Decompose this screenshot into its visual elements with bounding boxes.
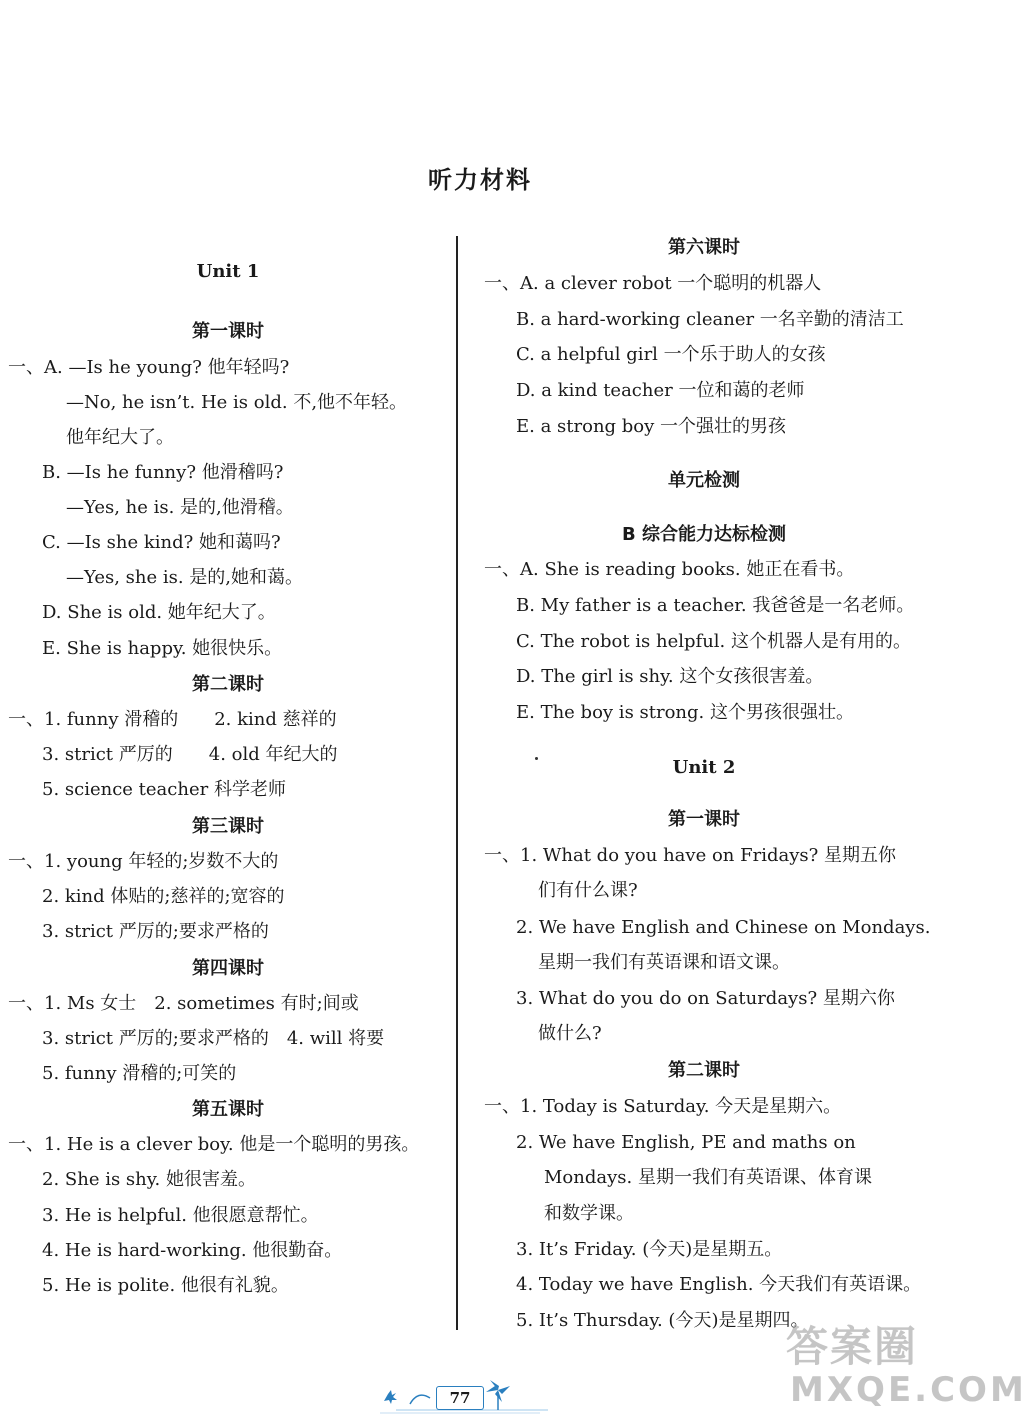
text-line: 4. He is hard-working. 他很勤奋。 [42,1240,343,1261]
text-line: 一、1. Today is Saturday. 今天是星期六。 [484,1096,842,1117]
section-heading: 第二课时 [192,674,264,695]
column-divider [456,236,458,1330]
text-line: 一、1. young 年轻的;岁数不大的 [8,851,279,872]
section-heading: 第四课时 [192,958,264,979]
text-line: 2. We have English, PE and maths on [516,1132,856,1153]
page-footer [370,1380,550,1416]
text-line: 3. strict 严厉的;要求严格的 4. will 将要 [42,1028,385,1049]
star-icon [384,1390,397,1404]
text-line: 5. He is polite. 他很有礼貌。 [42,1275,289,1296]
text-line: B. a hard-working cleaner 一名辛勤的清洁工 [516,309,904,330]
text-line: 3. It’s Friday. (今天)是星期五。 [516,1239,783,1260]
text-line: —Yes, she is. 是的,她和蔼。 [66,567,304,588]
text-line: E. a strong boy 一个强壮的男孩 [516,416,787,437]
text-line: 2. We have English and Chinese on Mondays. [516,917,931,938]
text-line: 4. Today we have English. 今天我们有英语课。 [516,1274,922,1295]
text-line: 3. What do you do on Saturdays? 星期六你 [516,988,895,1009]
stray-dot [535,757,538,760]
text-line: 和数学课。 [544,1203,634,1224]
text-line: E. She is happy. 她很快乐。 [42,638,283,659]
text-line: C. —Is she kind? 她和蔼吗? [42,532,281,553]
watermark-text-cn: 答案圈 [786,1322,919,1371]
text-line: 一、A. a clever robot 一个聪明的机器人 [484,273,822,294]
text-line: 他年纪大了。 [66,427,174,448]
page-title: 听力材料 [428,166,532,194]
section-heading: 第五课时 [192,1099,264,1120]
section-heading: 第二课时 [668,1060,740,1081]
section-heading: 第一课时 [192,321,264,342]
unit-heading: Unit 1 [196,261,260,282]
text-line: C. The robot is helpful. 这个机器人是有用的。 [516,631,911,652]
text-line: 5. It’s Thursday. (今天)是星期四。 [516,1310,809,1331]
text-line: 3. strict 严厉的 4. old 年纪大的 [42,744,338,765]
text-line: —No, he isn’t. He is old. 不,他不年轻。 [66,392,408,413]
text-line: Mondays. 星期一我们有英语课、体育课 [544,1167,872,1188]
text-line: 2. She is shy. 她很害羞。 [42,1169,256,1190]
text-line: 3. He is helpful. 他很愿意帮忙。 [42,1205,319,1226]
text-line: 一、1. Ms 女士 2. sometimes 有时;间或 [8,993,359,1014]
section-heading: B 综合能力达标检测 [622,524,786,545]
page-number: 77 [436,1386,484,1410]
section-heading: 第一课时 [668,809,740,830]
text-line: D. The girl is shy. 这个女孩很害羞。 [516,666,824,687]
pinwheel-icon [486,1380,510,1410]
watermark-text-en: MXQE.COM [790,1370,1027,1410]
text-line: 5. funny 滑稽的;可笑的 [42,1063,237,1084]
text-line: B. —Is he funny? 他滑稽吗? [42,462,284,483]
text-line: E. The boy is strong. 这个男孩很强壮。 [516,702,854,723]
text-line: 一、A. —Is he young? 他年轻吗? [8,357,290,378]
text-line: 一、1. What do you have on Fridays? 星期五你 [484,845,896,866]
text-line: 星期一我们有英语课和语文课。 [538,952,790,973]
text-line: 一、1. He is a clever boy. 他是一个聪明的男孩。 [8,1134,420,1155]
section-heading: 第三课时 [192,816,264,837]
text-line: 一、A. She is reading books. 她正在看书。 [484,559,855,580]
text-line: 5. science teacher 科学老师 [42,779,286,800]
text-line: 一、1. funny 滑稽的 2. kind 慈祥的 [8,709,337,730]
text-line: C. a helpful girl 一个乐于助人的女孩 [516,344,826,365]
text-line: 们有什么课? [538,880,638,901]
text-line: D. a kind teacher 一位和蔼的老师 [516,380,805,401]
text-line: —Yes, he is. 是的,他滑稽。 [66,497,294,518]
text-line: B. My father is a teacher. 我爸爸是一名老师。 [516,595,915,616]
text-line: D. She is old. 她年纪大了。 [42,602,276,623]
section-heading: 单元检测 [668,470,740,491]
unit-heading: Unit 2 [672,757,736,778]
text-line: 3. strict 严厉的;要求严格的 [42,921,269,942]
section-heading: 第六课时 [668,237,740,258]
text-line: 2. kind 体贴的;慈祥的;宽容的 [42,886,285,907]
text-line: 做什么? [538,1023,602,1044]
